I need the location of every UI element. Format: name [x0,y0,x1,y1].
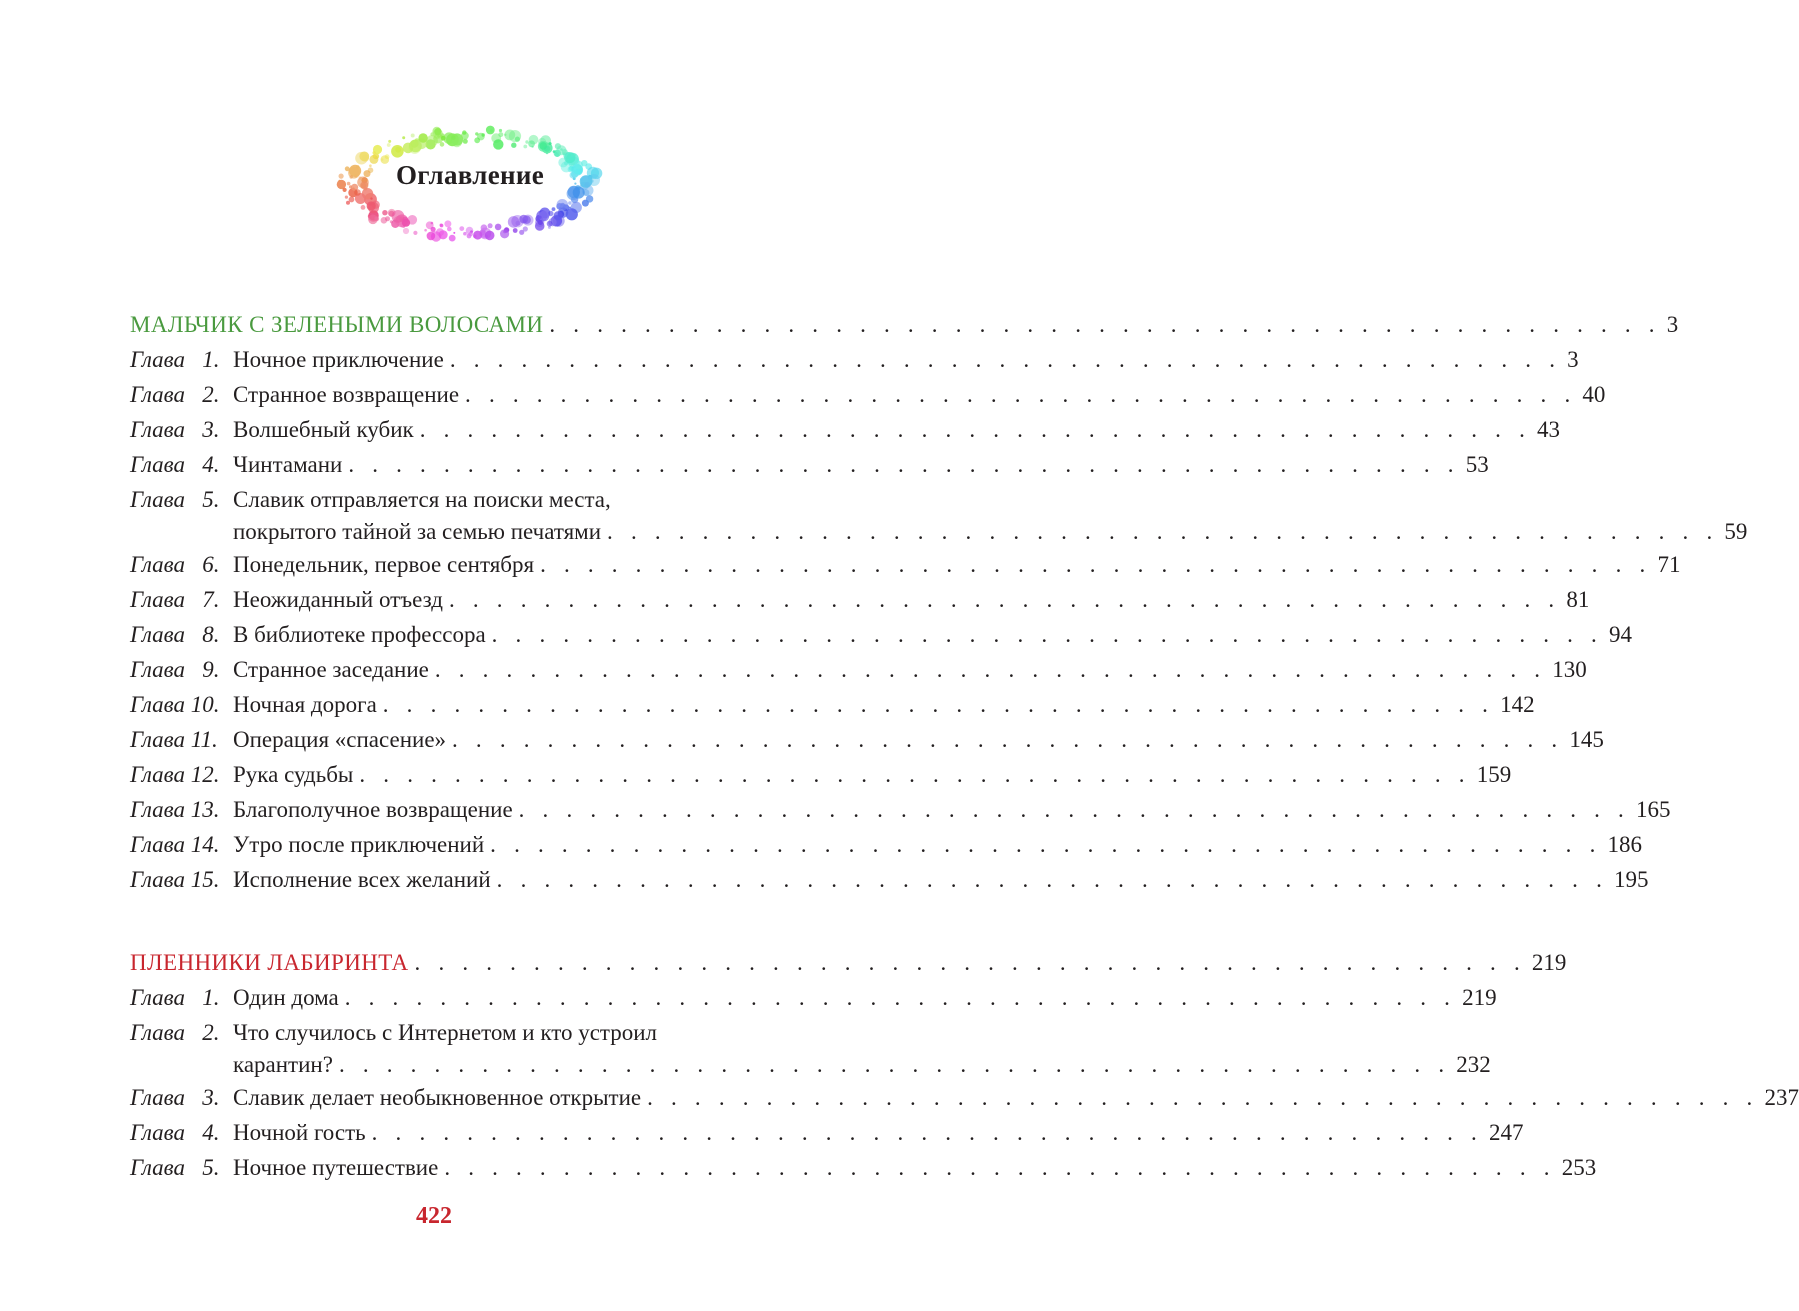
paint-splash-dot [500,229,509,238]
chapter-label: Глава 4. [130,1120,220,1145]
dot-leader: . . . . . . . . . . . . . . . . . . . . . . . . . . . . . . . . . . . . . . . . . . . . . . . [549,312,1661,337]
paint-splash-dot [513,228,518,233]
chapter-row[interactable] [130,794,1671,826]
paint-splash-dot [529,135,539,145]
chapter-label: Глава 14. [130,832,220,857]
chapter-title: Волшебный кубик [233,414,420,446]
paint-splash-dot [453,232,455,234]
dot-leader: . . . . . . . . . . . . . . . . . . . . . . . . . . . . . . . . . . . . . . . . . . . . . . . [371,1120,1483,1145]
paint-splash-dot [413,231,417,235]
dot-leader: . . . . . . . . . . . . . . . . . . . . . . . . . . . . . . . . . . . . . . . . . . . . . . . [359,762,1471,787]
paint-splash-dot [566,208,578,220]
paint-splash-dot [411,140,419,148]
paint-splash-dot [345,196,348,199]
chapter-page: 165 [1630,794,1671,826]
chapter-label: Глава 2. [130,1020,220,1045]
chapter-label: Глава 6. [130,552,220,577]
chapter-row[interactable] [130,724,1604,756]
paint-splash-dot [538,216,541,219]
part-page: 3 [1661,309,1679,341]
paint-splash-dot [459,226,464,231]
dot-leader: . . . . . . . . . . . . . . . . . . . . . . . . . . . . . . . . . . . . . . . . . . . . . . . [382,692,1495,717]
paint-splash-dot [444,220,451,227]
paint-splash-dot [463,232,467,236]
chapter-page: 237 [1758,1082,1799,1114]
chapter-label: Глава 5. [130,1155,220,1180]
chapter-page: 53 [1460,449,1489,481]
chapter-page: 232 [1450,1049,1491,1081]
chapter-label: Глава 4. [130,452,220,477]
dot-leader: . . . . . . . . . . . . . . . . . . . . . . . . . . . . . . . . . . . . . . . . . . . . . . . [518,797,1631,822]
chapter-page: 253 [1556,1152,1597,1184]
paint-splash-dot [523,145,527,149]
paint-splash-dot [525,140,528,143]
paint-splash-dot [370,197,372,199]
dot-leader: . . . . . . . . . . . . . . . . . . . . . . . . . . . . . . . . . . . . . . . . . . . . . . . [348,452,1460,477]
paint-splash-dot [391,145,404,158]
dot-leader: . . . . . . . . . . . . . . . . . . . . . . . . . . . . . . . . . . . . . . . . . . . . . . . [449,587,1561,612]
paint-splash-dot [402,219,410,227]
chapter-title-line1: Что случилось с Интернетом и кто устроил [233,1020,658,1045]
paint-splash-dot [387,143,391,147]
paint-splash-dot [488,223,493,228]
chapter-row[interactable] [130,449,1489,481]
paint-splash-dot [538,220,543,225]
chapter-title: Странное заседание [233,654,435,686]
paint-splash-dot [372,155,375,158]
paint-splash-dot [552,207,556,211]
chapter-title: Ночной гость [233,1117,372,1149]
paint-splash-dot [499,129,502,132]
chapter-page: 94 [1603,619,1632,651]
paint-splash-dot [504,134,506,136]
paint-splash-dot [373,151,376,154]
dot-leader: . . . . . . . . . . . . . . . . . . . . . . . . . . . . . . . . . . . . . . . . . . . . . . . [491,622,1604,647]
paint-splash-dot [523,215,534,226]
paint-splash-dot [519,230,524,235]
chapter-page: 81 [1560,584,1589,616]
paint-splash-dot [586,195,593,202]
chapter-row[interactable] [130,549,1681,581]
chapter-title: Ночная дорога [233,689,383,721]
chapter-label: Глава 1. [130,985,220,1010]
paint-splash-dot [374,216,379,221]
paint-splash-dot [382,210,387,215]
paint-splash-dot [436,228,444,236]
paint-splash-dot [390,220,393,223]
chapter-row[interactable] [130,654,1587,686]
chapter-label: Глава 11. [130,727,218,752]
paint-splash-dot [418,133,427,142]
chapter-title: Ночное путешествие [233,1152,444,1184]
chapter-label: Глава 15. [130,867,220,892]
chapter-label: Глава 13. [130,797,220,822]
paint-splash-dot [411,134,415,138]
chapter-title: Славик делает необыкновенное открытие [233,1082,647,1114]
part-page: 219 [1526,947,1567,979]
dot-leader: . . . . . . . . . . . . . . . . . . . . . . . . . . . . . . . . . . . . . . . . . . . . . . . [496,867,1609,892]
paint-splash-dot [549,142,552,145]
chapter-title: Один дома [233,982,345,1014]
paint-splash-dot [440,224,444,228]
chapter-title-line1: Славик отправляется на поиски места, [233,487,611,512]
chapter-label: Глава 9. [130,657,220,682]
paint-splash-dot [430,132,434,136]
dot-leader: . . . . . . . . . . . . . . . . . . . . . . . . . . . . . . . . . . . . . . . . . . . . . . . [434,657,1547,682]
paint-splash-dot [431,222,434,225]
chapter-title: Неожиданный отъезд [233,584,449,616]
paint-splash-dot [555,143,561,149]
chapter-title: карантин? [233,1049,339,1081]
chapter-page: 142 [1494,689,1535,721]
dot-leader: . . . . . . . . . . . . . . . . . . . . . . . . . . . . . . . . . . . . . . . . . . . . . . . [647,1085,1759,1110]
chapter-title: Чинтамани [233,449,348,481]
paint-splash-dot [569,207,571,209]
paint-splash-dot [516,221,521,226]
chapter-row[interactable] [130,1017,1491,1081]
paint-splash-dot [511,143,516,148]
paint-splash-dot [462,130,466,134]
paint-splash-dot [573,154,576,157]
paint-splash-dot [553,150,556,153]
chapter-page: 247 [1483,1117,1524,1149]
paint-splash-dot [402,136,405,139]
paint-splash-dot [547,221,553,227]
chapter-page: 219 [1456,982,1497,1014]
chapter-page: 3 [1561,344,1579,376]
page-number: 422 [416,1203,452,1229]
paint-splash-dot [481,224,488,231]
chapter-row[interactable] [130,829,1643,861]
chapter-label: Глава 3. [130,417,220,442]
dot-leader: . . . . . . . . . . . . . . . . . . . . . . . . . . . . . . . . . . . . . . . . . . . . . . . [414,950,1526,975]
chapter-label: Глава 1. [130,347,220,372]
chapter-title: В библиотеке профессора [233,619,492,651]
chapter-row[interactable] [130,864,1649,896]
paint-splash-dot [349,197,355,203]
paint-splash-dot [485,231,495,241]
heading-block [320,112,620,262]
chapter-page: 145 [1563,724,1604,756]
part-title: ПЛЕННИКИ ЛАБИРИНТА [130,947,415,979]
chapter-title: покрытого тайной за семью печатями [233,516,607,548]
chapter-title: Исполнение всех желаний [233,864,497,896]
chapter-page: 195 [1608,864,1649,896]
chapter-title: Рука судьбы [233,759,359,791]
chapter-page: 159 [1471,759,1512,791]
paint-splash-dot [490,129,493,132]
chapter-label: Глава 10. [130,692,220,717]
paint-splash-dot [367,201,376,210]
paint-splash-dot [424,229,427,232]
chapter-row[interactable] [130,414,1561,446]
paint-splash-dot [361,205,366,210]
paint-splash-dot [544,146,550,152]
dot-leader: . . . . . . . . . . . . . . . . . . . . . . . . . . . . . . . . . . . . . . . . . . . . . . . [449,347,1562,372]
dot-leader: . . . . . . . . . . . . . . . . . . . . . . . . . . . . . . . . . . . . . . . . . . . . . . . [540,552,1652,577]
chapter-page: 59 [1718,516,1747,548]
chapter-row[interactable] [130,584,1590,616]
part-title-row[interactable] [130,309,1679,341]
chapter-label: Глава 8. [130,622,220,647]
chapter-page: 71 [1651,549,1680,581]
chapter-row[interactable] [130,484,1748,548]
part-title: МАЛЬЧИК С ЗЕЛЕНЫМИ ВОЛОСАМИ [130,309,549,341]
dot-leader: . . . . . . . . . . . . . . . . . . . . . . . . . . . . . . . . . . . . . . . . . . . . . . . [338,1052,1451,1077]
chapter-title: Операция «спасение» [233,724,452,756]
dot-leader: . . . . . . . . . . . . . . . . . . . . . . . . . . . . . . . . . . . . . . . . . . . . . . . [465,382,1577,407]
paint-splash-dot [431,227,436,232]
chapter-label: Глава 3. [130,1085,220,1110]
chapter-row[interactable] [130,1117,1524,1149]
chapter-row[interactable] [130,619,1633,651]
chapter-title: Понедельник, первое сентября [233,549,540,581]
chapter-row[interactable] [130,1082,1799,1114]
paint-splash-dot [568,201,572,205]
chapter-row[interactable] [130,379,1606,411]
paint-splash-dot [557,199,569,211]
paint-splash-dot [554,211,563,220]
chapter-page: 130 [1546,654,1587,686]
paint-splash-dot [469,232,473,236]
chapter-row[interactable] [130,982,1497,1014]
chapter-title: Ночное приключение [233,344,450,376]
dot-leader: . . . . . . . . . . . . . . . . . . . . . . . . . . . . . . . . . . . . . . . . . . . . . . . [607,519,1719,544]
paint-splash-dot [495,224,502,231]
paint-splash-dot [388,140,391,143]
page-title: Оглавление [396,160,544,190]
paint-splash-dot [385,216,390,221]
chapter-label: Глава 7. [130,587,220,612]
part-title-row[interactable] [130,947,1567,979]
chapter-page: 43 [1531,414,1560,446]
dot-leader: . . . . . . . . . . . . . . . . . . . . . . . . . . . . . . . . . . . . . . . . . . . . . . . [452,727,1564,752]
paint-splash-dot [451,136,455,140]
dot-leader: . . . . . . . . . . . . . . . . . . . . . . . . . . . . . . . . . . . . . . . . . . . . . . . [344,985,1457,1010]
chapter-title: Благополучное возвращение [233,794,519,826]
chapter-row[interactable] [130,689,1535,721]
paint-splash-dot [532,146,534,148]
chapter-title: Утро после приключений [233,829,490,861]
chapter-row[interactable] [130,1152,1597,1184]
dot-leader: . . . . . . . . . . . . . . . . . . . . . . . . . . . . . . . . . . . . . . . . . . . . . . . [419,417,1532,442]
paint-splash-dot [482,133,485,136]
paint-splash-dot [493,139,503,149]
chapter-row[interactable] [130,759,1512,791]
dot-leader: . . . . . . . . . . . . . . . . . . . . . . . . . . . . . . . . . . . . . . . . . . . . . . . [444,1155,1556,1180]
paint-splash-dot [441,136,446,141]
chapter-row[interactable] [130,344,1579,376]
chapter-title: Странное возвращение [233,379,465,411]
paint-splash-dot [473,235,476,238]
dot-leader: . . . . . . . . . . . . . . . . . . . . . . . . . . . . . . . . . . . . . . . . . . . . . . . [490,832,1602,857]
paint-splash-dot [449,235,456,242]
chapter-label: Глава 2. [130,382,220,407]
chapter-page: 186 [1602,829,1643,861]
chapter-page: 40 [1576,379,1605,411]
paint-splash-dot [509,130,521,142]
paint-splash-dot [403,228,409,234]
chapter-label: Глава 12. [130,762,220,787]
chapter-label: Глава 5. [130,487,220,512]
